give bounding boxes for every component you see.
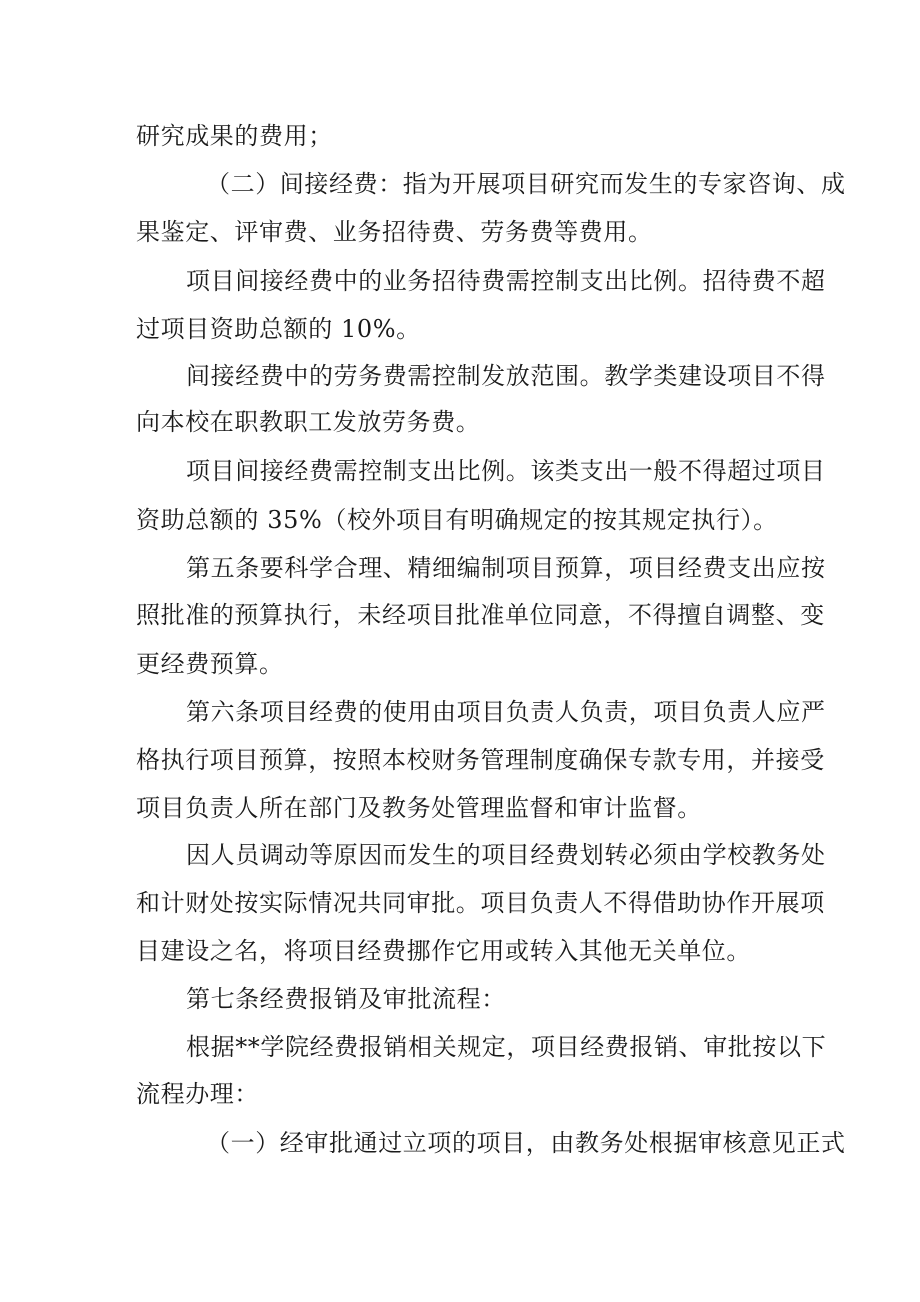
paragraph-line-10: 第五条要科学合理、精细编制项目预算，项目经费支出应按 (186, 554, 826, 582)
paragraph-line-14: 格执行项目预算，按照本校财务管理制度确保专款专用，并接受 (136, 746, 825, 774)
paragraph-line-5: 过项目资助总额的 10%。 (136, 315, 421, 343)
paragraph-line-19: 第七条经费报销及审批流程： (186, 985, 506, 1013)
paragraph-line-9: 资助总额的 35%（校外项目有明确规定的按其规定执行）。 (136, 506, 778, 534)
paragraph-line-1: 研究成果的费用； (136, 122, 333, 150)
paragraph-line-15: 项目负责人所在部门及教务处管理监督和审计监督。 (136, 794, 702, 822)
paragraph-line-11: 照批准的预算执行，未经项目批准单位同意，不得擅自调整、变 (136, 601, 825, 629)
paragraph-line-12: 更经费预算。 (136, 650, 284, 678)
paragraph-line-4: 项目间接经费中的业务招待费需控制支出比例。招待费不超 (186, 267, 826, 295)
paragraph-line-13: 第六条项目经费的使用由项目负责人负责，项目负责人应严 (186, 698, 826, 726)
paragraph-line-7: 向本校在职教职工发放劳务费。 (136, 408, 481, 436)
paragraph-line-18: 目建设之名，将项目经费挪作它用或转入其他无关单位。 (136, 937, 751, 965)
paragraph-line-16: 因人员调动等原因而发生的项目经费划转必须由学校教务处 (186, 841, 826, 869)
paragraph-line-17: 和计财处按实际情况共同审批。项目负责人不得借助协作开展项 (136, 889, 825, 917)
paragraph-line-22: （一）经审批通过立项的项目，由教务处根据审核意见正式 (206, 1129, 846, 1157)
paragraph-line-6: 间接经费中的劳务费需控制发放范围。教学类建设项目不得 (186, 362, 826, 390)
paragraph-line-2: （二）间接经费：指为开展项目研究而发生的专家咨询、成 (206, 170, 846, 198)
paragraph-line-21: 流程办理： (136, 1080, 259, 1108)
paragraph-line-8: 项目间接经费需控制支出比例。该类支出一般不得超过项目 (186, 457, 826, 485)
paragraph-line-20: 根据**学院经费报销相关规定，项目经费报销、审批按以下 (186, 1033, 827, 1061)
paragraph-line-3: 果鉴定、评审费、业务招待费、劳务费等费用。 (136, 218, 653, 246)
